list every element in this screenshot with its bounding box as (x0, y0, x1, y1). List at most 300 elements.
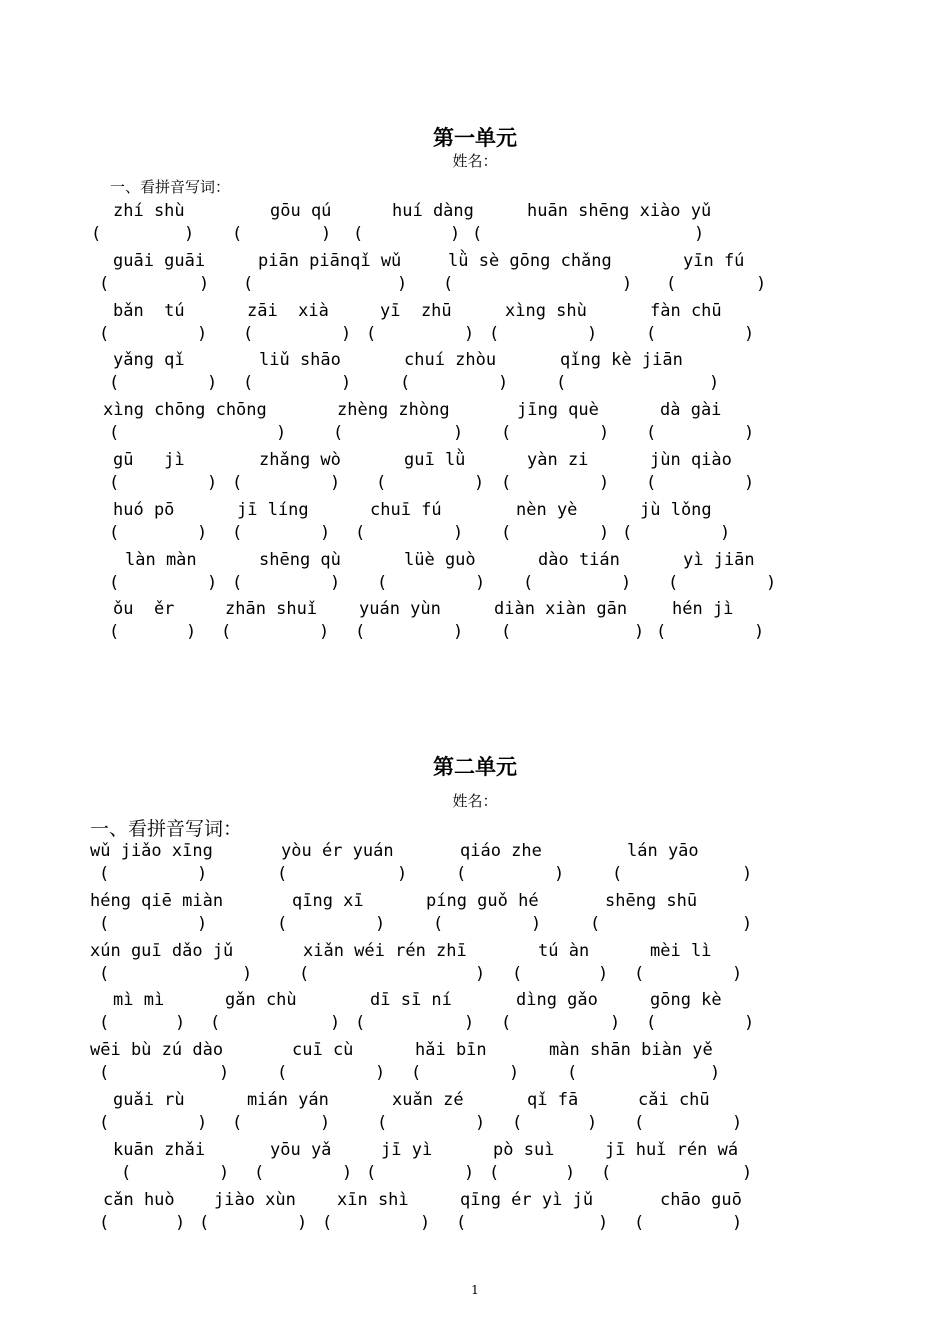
answer-open-paren: ( (501, 473, 512, 493)
answer-open-paren: ( (299, 963, 310, 984)
answer-blank[interactable] (501, 1162, 563, 1184)
answer-open-paren: ( (109, 373, 120, 394)
answer-blank[interactable] (121, 621, 184, 643)
pinyin-word: jī huǐ rén wá (605, 1139, 739, 1160)
answer-blank[interactable] (222, 1012, 328, 1034)
answer-blank[interactable] (255, 323, 339, 345)
answer-open-paren: ( (99, 1013, 110, 1034)
pinyin-row (0, 499, 950, 521)
answer-blank[interactable] (244, 522, 318, 544)
answer-close-paren: ) (320, 522, 331, 543)
answer-open-paren: ( (99, 913, 110, 934)
answer-blank[interactable] (484, 223, 692, 245)
answer-close-paren: ) (197, 864, 208, 884)
answer-open-paren: ( (512, 1113, 523, 1133)
answer-close-paren: ) (207, 473, 218, 493)
pinyin-word: héng qiē miàn (90, 890, 224, 911)
answer-open-paren: ( (243, 273, 254, 294)
answer-close-paren: ) (450, 224, 461, 244)
answer-close-paren: ) (766, 572, 777, 593)
answer-blank[interactable] (388, 472, 472, 494)
answer-close-paren: ) (186, 622, 197, 643)
answer-close-paren: ) (598, 1212, 609, 1233)
answer-row (0, 1012, 950, 1034)
pinyin-row (0, 1039, 950, 1061)
answer-blank[interactable] (345, 422, 451, 444)
answer-close-paren: ) (742, 1162, 753, 1183)
answer-open-paren: ( (601, 1162, 612, 1183)
answer-open-paren: ( (646, 473, 657, 493)
answer-open-paren: ( (377, 1113, 388, 1133)
answer-open-paren: ( (377, 572, 388, 593)
answer-blank[interactable] (244, 223, 319, 245)
answer-row (0, 863, 950, 885)
answer-blank[interactable] (602, 913, 740, 935)
answer-blank[interactable] (658, 1012, 742, 1034)
answer-blank[interactable] (289, 863, 395, 885)
pinyin-row (0, 1139, 950, 1161)
pinyin-word: lǜ sè gōng chǎng (448, 250, 612, 271)
answer-open-paren: ( (322, 1212, 333, 1233)
pinyin-word: chuí zhòu (404, 350, 497, 371)
pinyin-row (0, 1189, 950, 1211)
answer-close-paren: ) (397, 273, 408, 294)
answer-open-paren: ( (254, 1162, 265, 1183)
pinyin-word: zhān shuǐ (225, 599, 318, 620)
pinyin-word: wǔ jiǎo xīng (90, 841, 213, 861)
answer-blank[interactable] (613, 1162, 740, 1184)
answer-close-paren: ) (420, 1212, 431, 1233)
answer-close-paren: ) (330, 572, 341, 593)
answer-close-paren: ) (694, 224, 705, 244)
answer-blank[interactable] (678, 273, 754, 295)
answer-open-paren: ( (353, 224, 364, 244)
answer-blank[interactable] (365, 223, 448, 245)
answer-close-paren: ) (175, 1013, 186, 1034)
pinyin-row (0, 399, 950, 421)
answer-row (0, 1112, 950, 1134)
answer-open-paren: ( (634, 963, 645, 984)
answer-close-paren: ) (744, 1013, 755, 1034)
answer-blank[interactable] (412, 372, 496, 394)
answer-blank[interactable] (524, 1112, 585, 1134)
pinyin-word: jù lǒng (640, 499, 712, 520)
pinyin-word: chuī fú (370, 499, 442, 520)
answer-open-paren: ( (501, 423, 512, 444)
pinyin-word: yì jiān (683, 549, 755, 570)
answer-blank[interactable] (468, 1212, 596, 1234)
answer-blank[interactable] (111, 1062, 217, 1084)
answer-open-paren: ( (333, 423, 344, 444)
pinyin-word: zhí shù (113, 201, 185, 221)
pinyin-word: xuǎn zé (392, 1090, 464, 1110)
answer-blank[interactable] (445, 913, 529, 935)
answer-blank[interactable] (121, 522, 195, 544)
answer-open-paren: ( (232, 224, 243, 244)
answer-close-paren: ) (599, 522, 610, 543)
answer-close-paren: ) (744, 423, 755, 444)
answer-open-paren: ( (634, 1212, 645, 1233)
answer-blank[interactable] (378, 1162, 462, 1184)
answer-open-paren: ( (355, 522, 366, 543)
answer-open-paren: ( (99, 273, 110, 294)
answer-open-paren: ( (121, 1162, 132, 1183)
answer-blank[interactable] (524, 963, 596, 985)
pinyin-word: hén jì (672, 599, 734, 620)
answer-close-paren: ) (297, 1212, 308, 1233)
answer-blank[interactable] (680, 572, 764, 594)
pinyin-word: cuī cù (292, 1040, 354, 1061)
answer-close-paren: ) (474, 473, 485, 493)
pinyin-row (0, 840, 950, 862)
answer-open-paren: ( (109, 522, 120, 543)
answer-open-paren: ( (99, 1063, 110, 1084)
answer-close-paren: ) (509, 1063, 520, 1084)
answer-blank[interactable] (579, 1062, 708, 1084)
answer-blank[interactable] (111, 1112, 195, 1134)
answer-row (0, 372, 950, 394)
answer-close-paren: ) (375, 1063, 386, 1084)
answer-close-paren: ) (464, 323, 475, 344)
pinyin-row (0, 890, 950, 912)
answer-blank[interactable] (311, 963, 473, 985)
answer-blank[interactable] (658, 422, 742, 444)
pinyin-word: yōu yǎ (270, 1139, 332, 1160)
answer-close-paren: ) (475, 572, 486, 593)
pinyin-word: xún guī dǎo jǔ (90, 940, 234, 961)
pinyin-word: qīng xī (292, 890, 364, 911)
answer-open-paren: ( (355, 1013, 366, 1034)
answer-close-paren: ) (375, 913, 386, 934)
answer-open-paren: ( (456, 864, 467, 884)
answer-blank[interactable] (111, 323, 195, 345)
pinyin-word: fàn chū (650, 300, 722, 321)
answer-open-paren: ( (232, 572, 243, 593)
answer-blank[interactable] (646, 1212, 730, 1234)
answer-close-paren: ) (754, 622, 765, 643)
pinyin-row (0, 449, 950, 471)
answer-open-paren: ( (634, 1113, 645, 1133)
pinyin-word: bǎn tú (113, 300, 185, 321)
answer-open-paren: ( (523, 572, 534, 593)
pinyin-word: xīn shì (337, 1189, 409, 1210)
pinyin-row (0, 989, 950, 1011)
answer-open-paren: ( (489, 1162, 500, 1183)
answer-close-paren: ) (599, 473, 610, 493)
answer-blank[interactable] (244, 472, 328, 494)
answer-close-paren: ) (453, 522, 464, 543)
answer-open-paren: ( (232, 522, 243, 543)
answer-open-paren: ( (109, 622, 120, 643)
answer-close-paren: ) (621, 572, 632, 593)
pinyin-word: qǐng kè jiān (560, 350, 683, 371)
answer-open-paren: ( (456, 1212, 467, 1233)
answer-blank[interactable] (646, 1112, 730, 1134)
pinyin-word: pò suì (493, 1139, 555, 1160)
answer-close-paren: ) (742, 913, 753, 934)
answer-open-paren: ( (646, 1013, 657, 1034)
pinyin-word: gū jì (113, 450, 185, 470)
unit2-title: 第二单元 (433, 754, 517, 779)
unit2-section-heading: 一、看拼音写词： (90, 818, 243, 840)
answer-open-paren: ( (489, 323, 500, 344)
answer-blank[interactable] (111, 963, 240, 985)
answer-open-paren: ( (567, 1063, 578, 1084)
answer-blank[interactable] (111, 913, 195, 935)
answer-blank[interactable] (367, 1012, 462, 1034)
pinyin-word: zhǎng wò (259, 450, 341, 470)
answer-open-paren: ( (232, 473, 243, 493)
answer-row (0, 621, 950, 643)
answer-open-paren: ( (366, 1162, 377, 1183)
pinyin-word: jī yì (381, 1139, 433, 1160)
answer-blank[interactable] (646, 963, 730, 985)
pinyin-word: jiào xùn (214, 1189, 296, 1210)
pinyin-word: píng guǒ hé (426, 890, 539, 911)
answer-blank[interactable] (568, 372, 707, 394)
answer-close-paren: ) (756, 273, 767, 294)
pinyin-word: qǐ fā (527, 1090, 579, 1110)
answer-row (0, 913, 950, 935)
pinyin-word: cǎi chū (638, 1090, 710, 1110)
pinyin-row (0, 250, 950, 272)
answer-blank[interactable] (255, 372, 339, 394)
pinyin-word: jùn qiào (650, 450, 732, 470)
pinyin-word: ǒu ěr (113, 599, 175, 620)
answer-close-paren: ) (744, 473, 755, 493)
answer-blank[interactable] (513, 1012, 608, 1034)
pinyin-word: gōu qú (270, 201, 332, 221)
answer-close-paren: ) (197, 522, 208, 543)
answer-blank[interactable] (111, 1012, 173, 1034)
answer-blank[interactable] (121, 422, 274, 444)
answer-close-paren: ) (610, 1013, 621, 1034)
pinyin-word: dī sī ní (370, 990, 452, 1011)
pinyin-word: shēng qù (259, 549, 341, 570)
answer-close-paren: ) (709, 373, 720, 394)
answer-blank[interactable] (255, 273, 395, 295)
answer-blank[interactable] (389, 1112, 473, 1134)
answer-close-paren: ) (319, 622, 330, 643)
pinyin-word: lüè guò (404, 549, 476, 570)
answer-close-paren: ) (475, 1113, 486, 1133)
answer-row (0, 1162, 950, 1184)
answer-open-paren: ( (243, 373, 254, 394)
pinyin-word: guāi guāi (113, 250, 206, 271)
answer-row (0, 572, 950, 594)
pinyin-word: gǎn chù (225, 990, 297, 1011)
unit1-name-label: 姓名： (452, 152, 498, 170)
pinyin-word: mèi lì (650, 940, 712, 961)
unit2-name-label: 姓名： (452, 792, 498, 810)
answer-blank[interactable] (624, 863, 740, 885)
pinyin-word: zhèng zhòng (337, 400, 450, 421)
answer-close-paren: ) (599, 423, 610, 444)
answer-blank[interactable] (668, 621, 752, 643)
pinyin-word: kuān zhǎi (113, 1139, 206, 1160)
answer-close-paren: ) (330, 1013, 341, 1034)
pinyin-row (0, 940, 950, 962)
answer-blank[interactable] (468, 863, 552, 885)
answer-blank[interactable] (658, 472, 742, 494)
answer-open-paren: ( (666, 273, 677, 294)
answer-close-paren: ) (634, 622, 645, 643)
answer-open-paren: ( (622, 522, 633, 543)
pinyin-word: guī lǜ (404, 450, 466, 470)
answer-open-paren: ( (590, 913, 601, 934)
answer-open-paren: ( (232, 1113, 243, 1133)
page-number: 1 (471, 1283, 479, 1297)
answer-close-paren: ) (475, 963, 486, 984)
answer-close-paren: ) (453, 622, 464, 643)
answer-row (0, 323, 950, 345)
answer-open-paren: ( (376, 473, 387, 493)
answer-open-paren: ( (411, 1063, 422, 1084)
answer-open-paren: ( (99, 864, 110, 884)
answer-blank[interactable] (423, 1062, 507, 1084)
answer-close-paren: ) (197, 1113, 208, 1133)
answer-close-paren: ) (464, 1013, 475, 1034)
answer-blank[interactable] (289, 1062, 373, 1084)
answer-close-paren: ) (453, 423, 464, 444)
answer-blank[interactable] (367, 522, 451, 544)
pinyin-word: màn shān biàn yě (549, 1040, 713, 1061)
answer-open-paren: ( (612, 864, 623, 884)
answer-open-paren: ( (99, 323, 110, 344)
unit1-section-heading: 一、看拼音写词： (110, 178, 231, 196)
answer-close-paren: ) (531, 913, 542, 934)
answer-blank[interactable] (513, 621, 632, 643)
pinyin-word: qiáo zhe (460, 841, 542, 861)
answer-close-paren: ) (207, 572, 218, 593)
answer-close-paren: ) (622, 273, 633, 294)
answer-row (0, 1062, 950, 1084)
answer-blank[interactable] (513, 522, 597, 544)
answer-blank[interactable] (233, 621, 317, 643)
answer-blank[interactable] (289, 913, 373, 935)
answer-blank[interactable] (501, 323, 585, 345)
answer-open-paren: ( (501, 1013, 512, 1034)
unit1-title: 第一单元 (433, 125, 517, 150)
pinyin-row (0, 349, 950, 371)
pinyin-word: chāo guō (660, 1189, 742, 1210)
answer-blank[interactable] (658, 323, 742, 345)
pinyin-word: dào tián (538, 549, 620, 570)
answer-open-paren: ( (277, 913, 288, 934)
answer-close-paren: ) (321, 224, 332, 244)
pinyin-word: diàn xiàn gān (494, 599, 628, 620)
answer-row (0, 522, 950, 544)
answer-open-paren: ( (433, 913, 444, 934)
answer-close-paren: ) (219, 1063, 230, 1084)
answer-close-paren: ) (732, 963, 743, 984)
answer-close-paren: ) (342, 1162, 353, 1183)
answer-open-paren: ( (91, 224, 102, 244)
answer-blank[interactable] (121, 472, 205, 494)
pinyin-word: hǎi bīn (415, 1040, 487, 1061)
answer-blank[interactable] (111, 863, 195, 885)
answer-open-paren: ( (366, 323, 377, 344)
pinyin-word: yòu ér yuán (281, 841, 394, 861)
pinyin-word: gōng kè (650, 990, 722, 1011)
pinyin-word: xìng chōng chōng (103, 400, 267, 421)
answer-close-paren: ) (732, 1212, 743, 1233)
answer-open-paren: ( (646, 423, 657, 444)
answer-blank[interactable] (334, 1212, 418, 1234)
answer-open-paren: ( (221, 622, 232, 643)
answer-close-paren: ) (320, 1113, 331, 1133)
answer-close-paren: ) (341, 323, 352, 344)
answer-open-paren: ( (668, 572, 679, 593)
answer-blank[interactable] (121, 572, 205, 594)
answer-blank[interactable] (244, 1112, 318, 1134)
answer-open-paren: ( (277, 864, 288, 884)
answer-close-paren: ) (710, 1063, 721, 1084)
answer-blank[interactable] (244, 572, 328, 594)
pinyin-word: liǔ shāo (259, 350, 341, 371)
answer-open-paren: ( (99, 1212, 110, 1233)
answer-blank[interactable] (455, 273, 620, 295)
answer-blank[interactable] (111, 1212, 173, 1234)
pinyin-word: huó pō (113, 499, 175, 520)
answer-blank[interactable] (378, 323, 462, 345)
answer-open-paren: ( (443, 273, 454, 294)
answer-blank[interactable] (535, 572, 619, 594)
answer-close-paren: ) (199, 273, 210, 294)
answer-blank[interactable] (111, 273, 197, 295)
answer-row (0, 963, 950, 985)
answer-close-paren: ) (598, 963, 609, 984)
answer-close-paren: ) (742, 864, 753, 884)
pinyin-row (0, 1089, 950, 1111)
answer-close-paren: ) (219, 1162, 230, 1183)
answer-blank[interactable] (133, 1162, 217, 1184)
answer-row (0, 223, 950, 245)
pinyin-word: dà gài (660, 400, 722, 421)
answer-close-paren: ) (276, 423, 287, 444)
answer-blank[interactable] (266, 1162, 340, 1184)
pinyin-word: wēi bù zú dào (90, 1040, 224, 1061)
answer-close-paren: ) (732, 1113, 743, 1133)
answer-blank[interactable] (121, 372, 205, 394)
answer-close-paren: ) (242, 963, 253, 984)
answer-close-paren: ) (464, 1162, 475, 1183)
answer-open-paren: ( (656, 622, 667, 643)
pinyin-row (0, 598, 950, 620)
pinyin-row (0, 300, 950, 322)
answer-row (0, 273, 950, 295)
answer-blank[interactable] (513, 472, 597, 494)
answer-blank[interactable] (513, 422, 597, 444)
answer-close-paren: ) (554, 864, 565, 884)
answer-open-paren: ( (355, 622, 366, 643)
pinyin-word: shēng shū (605, 890, 698, 911)
answer-open-paren: ( (501, 622, 512, 643)
pinyin-word: jīng què (517, 400, 599, 421)
answer-open-paren: ( (99, 963, 110, 984)
answer-blank[interactable] (389, 572, 473, 594)
answer-blank[interactable] (103, 223, 182, 245)
answer-blank[interactable] (634, 522, 718, 544)
answer-blank[interactable] (367, 621, 451, 643)
pinyin-word: xiǎn wéi rén zhī (303, 940, 467, 961)
answer-close-paren: ) (587, 1113, 598, 1133)
answer-blank[interactable] (211, 1212, 295, 1234)
pinyin-word: nèn yè (516, 499, 578, 520)
answer-open-paren: ( (400, 373, 411, 394)
pinyin-word: dìng gǎo (516, 990, 598, 1011)
pinyin-row (0, 549, 950, 571)
